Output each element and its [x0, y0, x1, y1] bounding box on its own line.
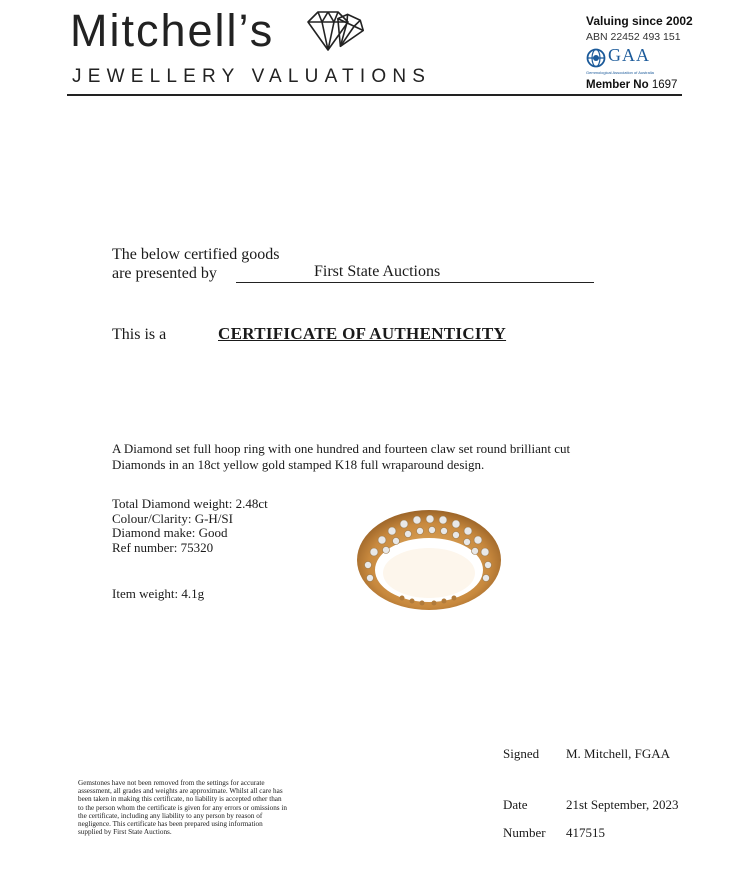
- certificate-prefix: This is a: [112, 326, 167, 343]
- item-description: A Diamond set full hoop ring with one hundred and fourteen claw set round brilliant cut Diamonds in an 18ct yellow gold stamped K18 full wraparound design.: [112, 441, 571, 472]
- presenter-name: First State Auctions: [314, 263, 441, 280]
- gaa-globe-icon: [586, 48, 606, 68]
- gaa-logo-text: GAA: [608, 45, 650, 65]
- number-value: 417515: [566, 825, 605, 840]
- number-label: Number: [503, 825, 546, 840]
- date-label: Date: [503, 797, 528, 812]
- presented-line-2: are presented by: [112, 265, 217, 282]
- item-specs: [112, 497, 268, 555]
- total-diamond-weight: Total Diamond weight: 2.48ct: [112, 496, 268, 511]
- member-label: Member No: [586, 79, 649, 91]
- presenter-underline: [236, 282, 594, 283]
- ring-photo: [352, 500, 506, 614]
- diamond-logo-icon: [304, 8, 378, 66]
- valuing-since-text: Valuing since 2002: [586, 14, 693, 28]
- ref-number: Ref number: 75320: [112, 539, 214, 555]
- brand-tagline: JEWELLERY VALUATIONS: [72, 66, 432, 87]
- member-value: 1697: [651, 79, 678, 91]
- colour-clarity: Colour/Clarity: G-H/SI: [112, 510, 233, 526]
- signed-value: M. Mitchell, FGAA: [566, 746, 670, 761]
- header-divider: [67, 94, 682, 96]
- presented-line-1: The below certified goods: [112, 246, 280, 263]
- certificate-title: CERTIFICATE OF AUTHENTICITY: [218, 324, 507, 343]
- disclaimer-text: Gemstones have not been removed from the settings for accurate assessment, all grades and weights are approximate. Whilst all care has been taken in making this certificate, no liability is accepted other than to the person whom the certificate is given for any errors or omissions in the certificate, including any liability to any person by reason of negligence. This certificate has been prepared using information supplied by First State Auctions.: [78, 779, 287, 837]
- member-number: [586, 79, 677, 91]
- gaa-subtitle: Gemmological Association of Australia: [586, 70, 654, 75]
- abn-text: ABN 22452 493 151: [586, 31, 681, 43]
- signed-label: Signed: [503, 746, 540, 761]
- brand-name: Mitchell’s: [70, 5, 275, 56]
- diamond-make: Diamond make: Good: [112, 525, 228, 540]
- date-value: 21st September, 2023: [566, 797, 679, 812]
- item-weight: Item weight: 4.1g: [112, 586, 205, 601]
